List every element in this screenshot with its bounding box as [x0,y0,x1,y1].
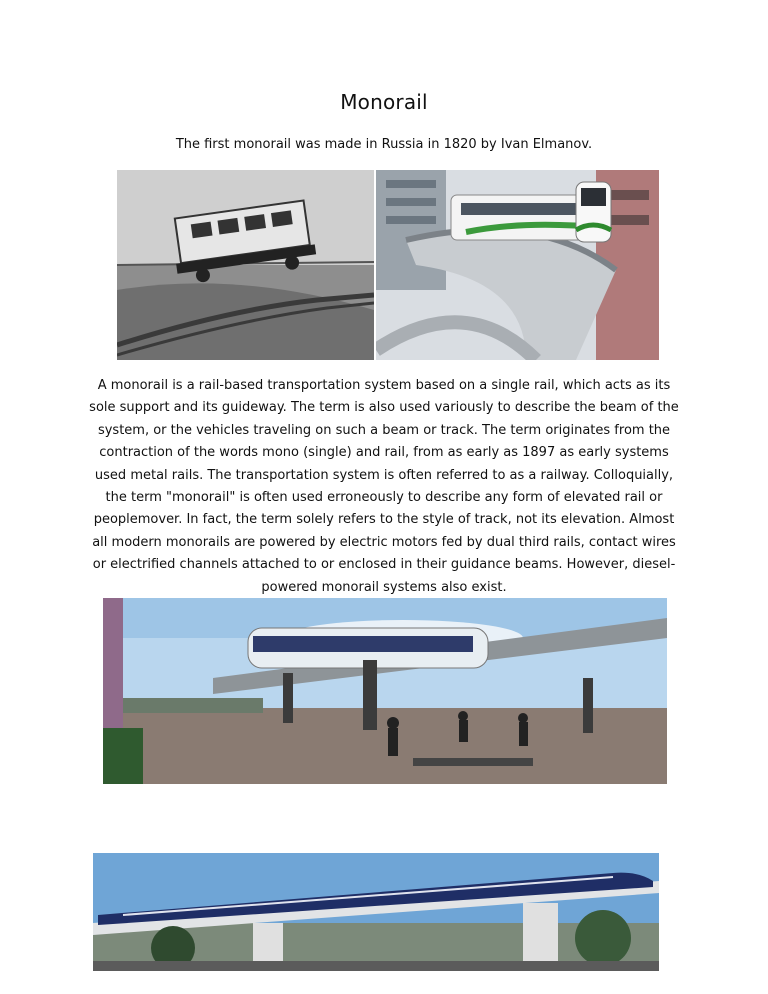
historic-monorail-photo [117,170,374,360]
elevated-monorail-photo [93,853,659,971]
intro-sentence: The first monorail was made in Russia in 1820 by Ivan Elmanov. [175,137,593,152]
promenade-monorail-photo [103,598,667,784]
body-paragraph: A monorail is a rail-based transportation system based on a single rail, which acts as its sole support and its guideway. The term is also used variously to describe the beam of the system, or the vehicles traveling on such a beam or track. The term originates from the contraction of the words mono (single) and rail, from as early as 1897 as early systems used metal rails. The transportation system is often referred to as a railway. Colloquially, the term "monorail" is often used erroneously to describe any form of elevated rail or peoplemover. In fact, the term solely refers to the style of track, not its elevation. Almost all modern monorails are powered by electric motors fed by dual third rails, contact wires or electrified channels attached to or enclosed in their guidance beams. However, diesel-powered monorail systems also exist. [89,378,679,595]
page-title: Monorail [340,90,428,114]
city-monorail-photo [376,170,659,360]
